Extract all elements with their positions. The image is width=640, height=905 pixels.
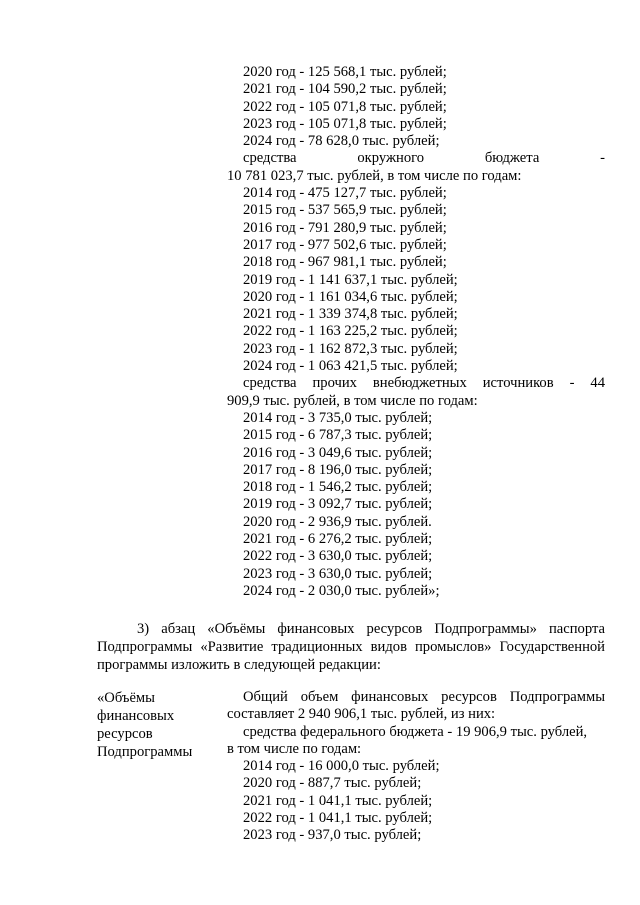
year-line: 2023 год - 3 630,0 тыс. рублей; xyxy=(243,565,433,582)
year-line: 2024 год - 1 063 421,5 тыс. рублей; xyxy=(243,358,458,375)
year-line: 2024 год - 2 030,0 тыс. рублей»; xyxy=(243,582,440,599)
year-line: 2014 год - 475 127,7 тыс. рублей; xyxy=(243,185,447,202)
year-line: 2023 год - 105 071,8 тыс. рублей; xyxy=(243,115,447,132)
year-line: 2020 год - 1 161 034,6 тыс. рублей; xyxy=(243,288,458,305)
total-funding-amount: составляет 2 940 906,1 тыс. рублей, из них: xyxy=(227,706,496,723)
year-line: 2014 год - 16 000,0 тыс. рублей; xyxy=(243,758,440,775)
federal-budget-by-years: в том числе по годам: xyxy=(227,740,362,757)
passport-row-label xyxy=(97,689,222,761)
year-line: 2020 год - 2 936,9 тыс. рублей. xyxy=(243,513,432,530)
year-line: 2016 год - 3 049,6 тыс. рублей; xyxy=(243,444,433,461)
years-list-c xyxy=(227,410,605,600)
label-line: финансовых xyxy=(97,708,175,724)
year-line: 2017 год - 8 196,0 тыс. рублей; xyxy=(243,461,433,478)
year-line: 2015 год - 6 787,3 тыс. рублей; xyxy=(243,427,433,444)
year-line: 2020 год - 125 568,1 тыс. рублей; xyxy=(243,64,447,80)
total-funding-line: Общий объем финансовых ресурсов Подпрограммы xyxy=(243,689,605,705)
years-list-a xyxy=(227,64,605,150)
funding-list-continued xyxy=(227,64,605,600)
other-sources-total: 909,9 тыс. рублей, в том числе по годам: xyxy=(227,392,478,409)
other-sources-line: средства прочих внебюджетных источников - 44 xyxy=(243,375,605,392)
year-line: 2014 год - 3 735,0 тыс. рублей; xyxy=(243,409,433,426)
paragraph-line: программы изложить в следующей редакции: xyxy=(97,657,381,673)
year-line: 2018 год - 967 981,1 тыс. рублей; xyxy=(243,254,447,271)
year-line: 2024 год - 78 628,0 тыс. рублей; xyxy=(243,133,440,150)
paragraph-line: 3) абзац «Объёмы финансовых ресурсов Подпрограммы» паспорта xyxy=(137,621,605,637)
years-list-federal xyxy=(227,758,605,844)
year-line: 2021 год - 6 276,2 тыс. рублей; xyxy=(243,531,433,548)
year-line: 2021 год - 1 041,1 тыс. рублей; xyxy=(243,792,433,809)
year-line: 2022 год - 1 163 225,2 тыс. рублей; xyxy=(243,323,458,340)
amendment-paragraph xyxy=(97,620,605,674)
year-line: 2017 год - 977 502,6 тыс. рублей; xyxy=(243,236,447,253)
year-line: 2019 год - 3 092,7 тыс. рублей; xyxy=(243,496,433,513)
year-line: 2021 год - 104 590,2 тыс. рублей; xyxy=(243,81,447,98)
year-line: 2021 год - 1 339 374,8 тыс. рублей; xyxy=(243,306,458,323)
passport-row-content xyxy=(227,689,605,845)
year-line: 2015 год - 537 565,9 тыс. рублей; xyxy=(243,202,447,219)
year-line: 2018 год - 1 546,2 тыс. рублей; xyxy=(243,479,433,496)
year-line: 2016 год - 791 280,9 тыс. рублей; xyxy=(243,219,447,236)
federal-budget-line: средства федерального бюджета - 19 906,9 тыс. рублей, xyxy=(243,723,588,740)
label-line: Подпрограммы xyxy=(97,744,193,760)
year-line: 2022 год - 3 630,0 тыс. рублей; xyxy=(243,548,433,565)
district-budget-line: средства окружного бюджета - xyxy=(243,150,605,167)
district-budget-total: 10 781 023,7 тыс. рублей, в том числе по годам: xyxy=(227,167,522,184)
year-line: 2020 год - 887,7 тыс. рублей; xyxy=(243,775,422,792)
label-line: «Объёмы xyxy=(97,690,155,706)
year-line: 2023 год - 1 162 872,3 тыс. рублей; xyxy=(243,340,458,357)
label-line: ресурсов xyxy=(97,726,153,742)
years-list-b xyxy=(227,185,605,375)
year-line: 2022 год - 1 041,1 тыс. рублей; xyxy=(243,810,433,827)
paragraph-line: Подпрограммы «Развитие традиционных видов промыслов» Государственной xyxy=(97,639,605,655)
year-line: 2019 год - 1 141 637,1 тыс. рублей; xyxy=(243,271,458,288)
year-line: 2022 год - 105 071,8 тыс. рублей; xyxy=(243,98,447,115)
year-line: 2023 год - 937,0 тыс. рублей; xyxy=(243,827,422,844)
